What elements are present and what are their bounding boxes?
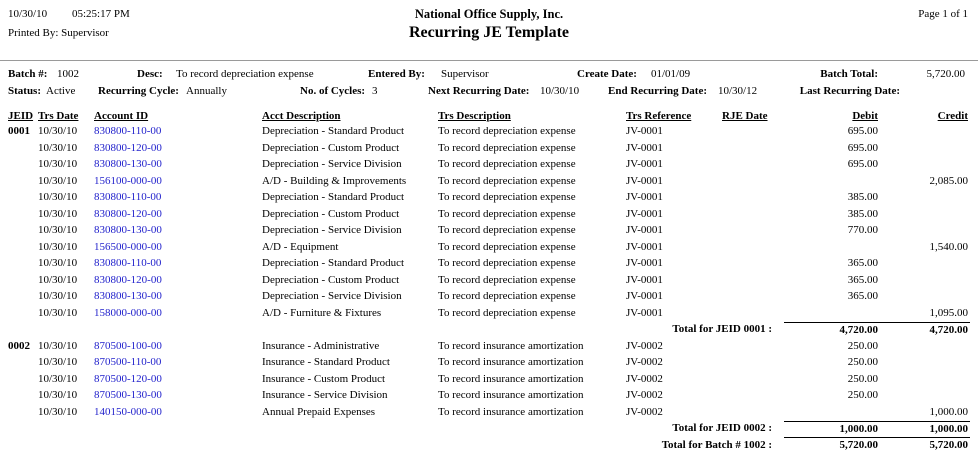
status-label: Status:: [8, 85, 42, 97]
jeid-cell: 0002: [8, 339, 30, 352]
entered-by-value: Supervisor: [441, 68, 489, 80]
table-row: [8, 240, 970, 257]
acct-description-cell: Depreciation - Standard Product: [262, 257, 405, 269]
trs-reference-cell: JV-0002: [626, 389, 663, 401]
rje-date-cell: [722, 256, 784, 273]
acct-description-cell: Depreciation - Standard Product: [262, 191, 405, 203]
credit-cell: [880, 388, 970, 405]
trs-reference-cell: JV-0001: [626, 125, 663, 137]
account-id-link[interactable]: 870500-130-00: [94, 389, 162, 401]
end-recurring-value: 10/30/12: [718, 85, 758, 97]
report-title: Recurring JE Template: [409, 24, 569, 41]
account-id-link[interactable]: 140150-000-00: [94, 405, 162, 418]
debit-cell: 695.00: [847, 125, 878, 137]
trs-reference-cell: JV-0001: [626, 257, 663, 269]
account-id-link[interactable]: 870500-120-00: [94, 372, 162, 385]
rje-date-cell: [722, 306, 784, 323]
credit-cell: 1,095.00: [929, 306, 968, 319]
create-date-value: 01/01/09: [651, 68, 691, 80]
trs-reference-cell: JV-0002: [626, 405, 663, 418]
jeid-cell: [8, 240, 38, 257]
batch-info: [0, 68, 978, 104]
desc-value: To record depreciation expense: [176, 68, 314, 80]
account-id-link[interactable]: 830800-130-00: [94, 158, 162, 170]
rje-date-cell: [722, 223, 784, 240]
trs-date-cell: 10/30/10: [38, 207, 78, 220]
account-id-link[interactable]: 830800-110-00: [94, 257, 162, 269]
company-name: National Office Supply, Inc.: [414, 7, 564, 21]
trs-description-cell: To record depreciation expense: [438, 141, 576, 154]
trs-description-cell: To record depreciation expense: [438, 273, 576, 286]
trs-description-cell: To record insurance amortization: [438, 356, 584, 368]
table-row: [8, 174, 970, 191]
header-trs-reference: Trs Reference: [626, 110, 692, 122]
trs-date-cell: 10/30/10: [38, 240, 78, 253]
debit-cell: 770.00: [847, 224, 878, 236]
trs-date-cell: 10/30/10: [38, 306, 78, 319]
trs-reference-cell: JV-0001: [626, 191, 663, 203]
trs-reference-cell: JV-0001: [626, 174, 663, 187]
batch-number-value: 1002: [57, 68, 79, 80]
account-id-link[interactable]: 158000-000-00: [94, 306, 162, 319]
total-credit: 1,000.00: [880, 421, 970, 438]
credit-cell: 1,540.00: [929, 240, 968, 253]
total-credit: 4,720.00: [880, 322, 970, 339]
trs-date-cell: 10/30/10: [38, 125, 78, 137]
printed-by-label: Printed By:: [8, 27, 59, 39]
account-id-link[interactable]: 156100-000-00: [94, 174, 162, 187]
table-row: [8, 339, 970, 356]
account-id-link[interactable]: 830800-110-00: [94, 125, 162, 137]
table-row: [8, 190, 970, 207]
jeid-cell: [8, 157, 38, 174]
trs-description-cell: To record depreciation expense: [438, 158, 576, 170]
desc-label: Desc:: [137, 68, 163, 80]
trs-date-cell: 10/30/10: [38, 224, 78, 236]
rje-date-cell: [722, 388, 784, 405]
header-credit: Credit: [937, 110, 968, 122]
jeid-cell: [8, 289, 38, 306]
table-body: [8, 124, 970, 454]
table-row: [8, 306, 970, 323]
jeid-cell: [8, 372, 38, 389]
table-row: [8, 207, 970, 224]
table-row: [8, 273, 970, 290]
trs-description-cell: To record insurance amortization: [438, 389, 584, 401]
next-recurring-label: Next Recurring Date:: [428, 85, 530, 97]
debit-cell: 250.00: [847, 356, 878, 368]
header-account-id: Account ID: [94, 110, 149, 122]
trs-description-cell: To record depreciation expense: [438, 207, 576, 220]
debit-cell: [784, 405, 880, 422]
debit-cell: 365.00: [847, 273, 878, 286]
debit-cell: 250.00: [847, 339, 878, 352]
table-row: [8, 124, 970, 141]
total-debit: 4,720.00: [784, 322, 880, 339]
jeid-cell: [8, 207, 38, 224]
print-time: 05:25:17 PM: [72, 8, 130, 20]
trs-reference-cell: JV-0001: [626, 141, 663, 154]
account-id-link[interactable]: 870500-110-00: [94, 356, 162, 368]
credit-cell: [880, 141, 970, 158]
jeid-cell: [8, 256, 38, 273]
header-rje-date: RJE Date: [722, 110, 768, 122]
header-debit: Debit: [852, 110, 878, 122]
header-jeid: JEID: [8, 110, 34, 122]
jeid-cell: [8, 174, 38, 191]
rje-date-cell: [722, 157, 784, 174]
trs-reference-cell: JV-0001: [626, 306, 663, 319]
header-trs-date: Trs Date: [38, 110, 79, 122]
trs-description-cell: To record depreciation expense: [438, 191, 576, 203]
credit-cell: [880, 190, 970, 207]
trs-date-cell: 10/30/10: [38, 257, 78, 269]
acct-description-cell: Insurance - Administrative: [262, 339, 380, 352]
entered-by-label: Entered By:: [368, 68, 425, 80]
trs-date-cell: 10/30/10: [38, 339, 78, 352]
acct-description-cell: Insurance - Service Division: [262, 389, 388, 401]
acct-description-cell: A/D - Building & Improvements: [262, 174, 407, 187]
credit-cell: [880, 339, 970, 356]
total-label: Total for Batch # 1002 :: [661, 438, 772, 451]
rje-date-cell: [722, 355, 784, 372]
trs-description-cell: To record insurance amortization: [438, 405, 584, 418]
header-acct-description: Acct Description: [262, 110, 341, 122]
debit-cell: 365.00: [847, 257, 878, 269]
total-row: [8, 421, 970, 438]
trs-date-cell: 10/30/10: [38, 174, 78, 187]
account-id-link[interactable]: 830800-120-00: [94, 273, 162, 286]
account-id-link[interactable]: 830800-110-00: [94, 191, 162, 203]
debit-cell: 695.00: [847, 141, 878, 154]
print-date: 10/30/10: [8, 8, 48, 20]
account-id-link[interactable]: 870500-100-00: [94, 339, 162, 352]
table-row: [8, 405, 970, 422]
acct-description-cell: Depreciation - Custom Product: [262, 207, 400, 220]
debit-cell: 250.00: [847, 372, 878, 385]
total-row: [8, 322, 970, 339]
trs-reference-cell: JV-0002: [626, 339, 663, 352]
credit-cell: [880, 207, 970, 224]
rje-date-cell: [722, 190, 784, 207]
jeid-cell: [8, 355, 38, 372]
acct-description-cell: Depreciation - Service Division: [262, 158, 402, 170]
account-id-link[interactable]: 830800-120-00: [94, 207, 162, 220]
table-row: [8, 355, 970, 372]
trs-reference-cell: JV-0001: [626, 290, 663, 302]
trs-description-cell: To record depreciation expense: [438, 306, 576, 319]
last-recurring-label: Last Recurring Date:: [799, 85, 900, 97]
rje-date-cell: [722, 240, 784, 257]
acct-description-cell: Insurance - Standard Product: [262, 356, 390, 368]
acct-description-cell: A/D - Furniture & Fixtures: [262, 306, 382, 319]
trs-date-cell: 10/30/10: [38, 405, 78, 418]
account-id-link[interactable]: 830800-130-00: [94, 224, 162, 236]
create-date-label: Create Date:: [577, 68, 637, 80]
jeid-cell: [8, 190, 38, 207]
trs-reference-cell: JV-0001: [626, 240, 663, 253]
total-label: Total for JEID 0002 :: [672, 422, 772, 434]
trs-date-cell: 10/30/10: [38, 356, 78, 368]
rje-date-cell: [722, 405, 784, 422]
trs-reference-cell: JV-0002: [626, 356, 663, 368]
credit-cell: [880, 256, 970, 273]
jeid-cell: [8, 223, 38, 240]
acct-description-cell: Depreciation - Service Division: [262, 224, 402, 236]
debit-cell: 365.00: [847, 290, 878, 302]
jeid-cell: [8, 306, 38, 323]
jeid-cell: [8, 405, 38, 422]
debit-cell: 385.00: [847, 191, 878, 203]
credit-cell: [880, 273, 970, 290]
trs-reference-cell: JV-0001: [626, 224, 663, 236]
trs-date-cell: 10/30/10: [38, 191, 78, 203]
acct-description-cell: Depreciation - Service Division: [262, 290, 402, 302]
credit-cell: 2,085.00: [929, 174, 968, 187]
printed-by-value: Supervisor: [61, 27, 109, 39]
trs-description-cell: To record depreciation expense: [438, 240, 576, 253]
account-id-link[interactable]: 830800-120-00: [94, 141, 162, 154]
trs-date-cell: 10/30/10: [38, 372, 78, 385]
account-id-link[interactable]: 830800-130-00: [94, 290, 162, 302]
batch-total-label: Batch Total:: [820, 68, 878, 80]
trs-description-cell: To record depreciation expense: [438, 224, 576, 236]
recurring-cycle-label: Recurring Cycle:: [98, 85, 179, 97]
debit-cell: 695.00: [847, 158, 878, 170]
trs-description-cell: To record depreciation expense: [438, 290, 576, 302]
batch-number-label: Batch #:: [8, 68, 48, 80]
jeid-cell: [8, 388, 38, 405]
page-number: Page 1 of 1: [918, 8, 968, 20]
rje-date-cell: [722, 289, 784, 306]
jeid-cell: [8, 141, 38, 158]
debit-cell: [784, 240, 880, 257]
debit-cell: 250.00: [847, 389, 878, 401]
jeid-cell: 0001: [8, 125, 30, 137]
acct-description-cell: Annual Prepaid Expenses: [262, 405, 376, 418]
total-row: [8, 438, 970, 455]
trs-description-cell: To record depreciation expense: [438, 257, 576, 269]
table-row: [8, 223, 970, 240]
jeid-cell: [8, 273, 38, 290]
trs-description-cell: To record insurance amortization: [438, 339, 584, 352]
acct-description-cell: Insurance - Custom Product: [262, 372, 386, 385]
rje-date-cell: [722, 141, 784, 158]
total-credit: 5,720.00: [880, 438, 970, 455]
table-header-row: [8, 106, 970, 124]
acct-description-cell: Depreciation - Standard Product: [262, 125, 405, 137]
trs-date-cell: 10/30/10: [38, 141, 78, 154]
status-value: Active: [46, 85, 76, 97]
credit-cell: [880, 289, 970, 306]
acct-description-cell: Depreciation - Custom Product: [262, 273, 400, 286]
debit-cell: [784, 174, 880, 191]
trs-date-cell: 10/30/10: [38, 158, 78, 170]
next-recurring-value: 10/30/10: [540, 85, 580, 97]
credit-cell: [880, 355, 970, 372]
end-recurring-label: End Recurring Date:: [608, 85, 707, 97]
trs-date-cell: 10/30/10: [38, 273, 78, 286]
table-row: [8, 289, 970, 306]
credit-cell: [880, 223, 970, 240]
rje-date-cell: [722, 273, 784, 290]
rje-date-cell: [722, 339, 784, 356]
rje-date-cell: [722, 124, 784, 141]
table-row: [8, 256, 970, 273]
credit-cell: 1,000.00: [929, 405, 968, 418]
debit-cell: 385.00: [847, 207, 878, 220]
account-id-link[interactable]: 156500-000-00: [94, 240, 162, 253]
total-debit: 1,000.00: [784, 421, 880, 438]
trs-reference-cell: JV-0001: [626, 273, 663, 286]
rje-date-cell: [722, 207, 784, 224]
credit-cell: [880, 157, 970, 174]
debit-cell: [784, 306, 880, 323]
trs-reference-cell: JV-0001: [626, 207, 663, 220]
credit-cell: [880, 372, 970, 389]
acct-description-cell: A/D - Equipment: [262, 240, 339, 253]
trs-reference-cell: JV-0001: [626, 158, 663, 170]
je-table: [8, 106, 970, 454]
no-of-cycles-value: 3: [372, 85, 378, 97]
credit-cell: [880, 124, 970, 141]
report-header: [0, 0, 978, 60]
trs-description-cell: To record insurance amortization: [438, 372, 584, 385]
table-row: [8, 141, 970, 158]
total-label: Total for JEID 0001 :: [672, 323, 772, 335]
table-row: [8, 388, 970, 405]
rje-date-cell: [722, 174, 784, 191]
recurring-cycle-value: Annually: [186, 85, 227, 97]
no-of-cycles-label: No. of Cycles:: [300, 85, 366, 97]
header-trs-description: Trs Description: [438, 110, 511, 122]
rje-date-cell: [722, 372, 784, 389]
trs-reference-cell: JV-0002: [626, 372, 663, 385]
total-debit: 5,720.00: [784, 438, 880, 455]
trs-date-cell: 10/30/10: [38, 290, 78, 302]
trs-date-cell: 10/30/10: [38, 389, 78, 401]
table-row: [8, 157, 970, 174]
trs-description-cell: To record depreciation expense: [438, 125, 576, 137]
trs-description-cell: To record depreciation expense: [438, 174, 576, 187]
table-row: [8, 372, 970, 389]
acct-description-cell: Depreciation - Custom Product: [262, 141, 400, 154]
header-divider: [0, 60, 978, 61]
batch-total-value: 5,720.00: [926, 68, 965, 80]
